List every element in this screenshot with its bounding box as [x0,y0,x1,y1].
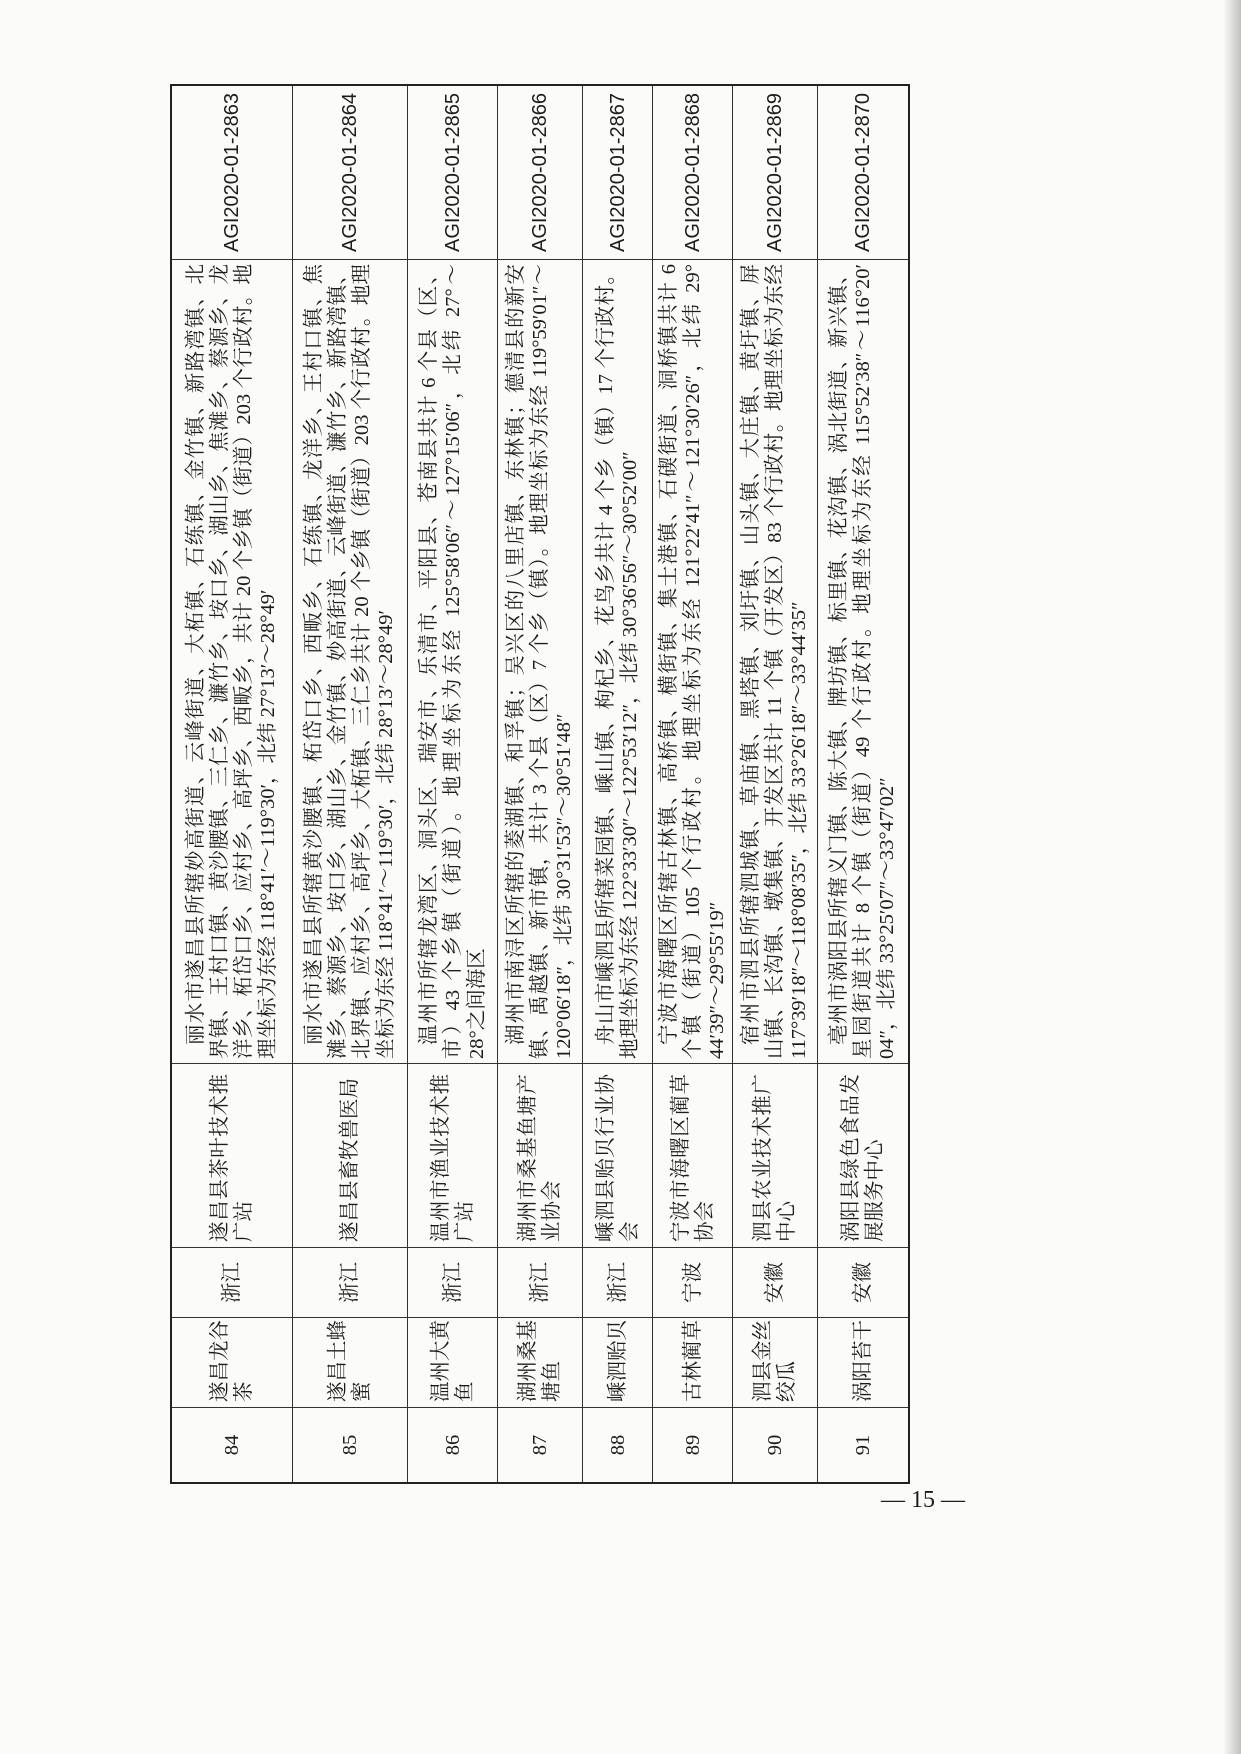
product-name [408,1318,497,1408]
table-row [292,86,407,1482]
registration-table [170,84,910,1484]
applicant-name [653,1064,732,1248]
certificate-number-text: AGI2020-01-2867 [606,93,629,253]
protection-area-line: 地理坐标为东经 122°33′30″～122°53′12″，北纬 30°36′56″～30°52′00″ [618,451,641,1059]
row-number-text: 87 [529,1434,551,1456]
certificate-number-text: AGI2020-01-2865 [441,93,464,253]
region-text: 浙江 [529,1262,551,1303]
applicant-name [172,1064,292,1248]
region-text: 安徽 [852,1262,874,1303]
protection-area-line: 北界镇、应村乡、高坪乡、大柘镇、三仁乡共计 20 个乡镇（街道）203 个行政村。地理 [351,264,373,1059]
certificate-number [733,86,817,260]
protection-area-text [827,264,899,1059]
region [733,1248,817,1318]
row-number [498,1408,582,1482]
certificate-number [408,86,497,260]
applicant-name [498,1064,582,1248]
protection-area [293,260,407,1064]
certificate-number-text: AGI2020-01-2869 [764,93,786,253]
applicant-name-text: 涡阳县绿色食品发展服务中心 [840,1074,886,1242]
row-number-text: 85 [339,1434,361,1456]
certificate-number [818,86,908,260]
row-number [818,1408,908,1482]
protection-area-text [302,264,398,1059]
region [293,1248,407,1318]
row-number-text: 91 [852,1434,874,1456]
protection-area-line: 坐标为东经 118°41′～119°30′，北纬 28°13′～28°49′ [375,610,397,1059]
product-name [818,1318,908,1408]
protection-area [498,260,582,1064]
protection-area-line: 丽水市遂昌县所辖黄沙腰镇、柘岱口乡、西畈乡、石练镇、龙洋乡、王村口镇、焦 [303,264,325,1045]
table-row [652,86,732,1482]
applicant-name [408,1064,497,1248]
region-text: 安徽 [764,1262,786,1303]
product-name-text: 泗县金丝绞瓜 [752,1320,798,1402]
row-number [653,1408,732,1482]
row-number-text: 84 [221,1434,243,1456]
row-number [172,1408,292,1482]
product-name [653,1318,732,1408]
certificate-number [653,86,732,260]
region [172,1248,292,1318]
row-number-text: 86 [441,1434,464,1456]
protection-area-line: 丽水市遂昌县所辖妙高街道、云峰街道、大柘镇、石练镇、金竹镇、新路湾镇、北 [185,264,207,1045]
product-name [498,1318,582,1408]
product-name-text: 湖州桑基塘鱼 [517,1320,563,1402]
protection-area-line: 04″，北纬 33°25′07″～33°47′02″ [876,777,898,1059]
protection-area-line: 市）43 个乡镇（街道）。地理坐标为东经 125°58′06″～127°15′06″，北纬 27°～ [441,264,464,1059]
product-name [172,1318,292,1408]
protection-area [818,260,908,1064]
table-row [407,86,497,1482]
region-text: 浙江 [606,1262,629,1303]
region-text: 浙江 [221,1262,243,1303]
region-text: 浙江 [441,1262,464,1303]
certificate-number [293,86,407,260]
product-name [583,1318,652,1408]
protection-area-line: 个镇（街道）105 个行政村。地理坐标为东经 121°22′41″～121°30′26″，北纬 29° [681,264,704,1059]
page-number: — 15 — [881,1487,965,1513]
protection-area-line: 星园街道共计 8 个镇（街道）49 个行政村。地理坐标为东经 115°52′38″～116°20′ [852,264,874,1059]
protection-area-line: 界镇、王村口镇、黄沙腰镇、三仁乡、濂竹乡、垵口乡、湖山乡、焦滩乡、蔡源乡、龙 [209,264,231,1059]
region [653,1248,732,1318]
protection-area-line: 28°之间海区 [465,948,488,1059]
applicant-name-text: 湖州市桑基鱼塘产业协会 [517,1074,563,1242]
region-text: 浙江 [339,1262,361,1303]
protection-area-line: 120°06′18″，北纬 30°31′53″～30°51′48″ [553,713,575,1059]
protection-area-line: 舟山市嵊泗县所辖菜园镇、嵊山镇、枸杞乡、花鸟乡共计 4 个乡（镇）17 个行政村。 [594,264,617,1045]
applicant-name-text: 宁波市海曙区蔺草协会 [669,1074,716,1242]
protection-area-line: 温州市所辖龙湾区、洞头区、瑞安市、乐清市、平阳县、苍南县共计 6 个县（区、 [417,264,440,1045]
region [498,1248,582,1318]
protection-area-line: 理坐标为东经 118°41′～119°30′，北纬 27°13′～28°49′ [257,589,279,1059]
applicant-name [583,1064,652,1248]
applicant-name-text: 温州市渔业技术推广站 [429,1074,476,1242]
applicant-name [293,1064,407,1248]
protection-area-text [739,264,811,1059]
applicant-name-text: 遂昌县茶叶技术推广站 [209,1074,255,1242]
protection-area-line: 117°39′18″～118°08′35″，北纬 33°26′18″～33°44′35″ [788,601,810,1059]
protection-area-text [594,264,642,1059]
protection-area [172,260,292,1064]
region-text: 宁波 [681,1262,704,1303]
table-row [497,86,582,1482]
row-number-text: 90 [764,1434,786,1456]
certificate-number-text: AGI2020-01-2868 [681,93,704,253]
table-row [172,86,292,1482]
product-name-text: 嵊泗贻贝 [606,1320,629,1402]
region [583,1248,652,1318]
table-row [582,86,652,1482]
applicant-name-text: 泗县农业技术推广中心 [752,1074,798,1242]
applicant-name [733,1064,817,1248]
product-name [733,1318,817,1408]
protection-area-line: 洋乡、柘岱口乡、应村乡、高坪乡、西畈乡，共计 20 个乡镇（街道）203 个行政村。地 [233,264,255,1059]
protection-area-line: 滩乡、蔡源乡、垵口乡、湖山乡、金竹镇、妙高街道、云峰街道、濂竹乡、新路湾镇、 [327,264,349,1059]
table-row [732,86,817,1482]
protection-area [408,260,497,1064]
row-number-text: 88 [606,1434,629,1456]
protection-area-line: 山镇、长沟镇、墩集镇、开发区共计 11 个镇（开发区）83 个行政村。地理坐标为东经 [764,264,786,1059]
region [818,1248,908,1318]
certificate-number-text: AGI2020-01-2863 [221,93,243,253]
product-name-text: 温州大黄鱼 [429,1320,476,1402]
applicant-name [818,1064,908,1248]
product-name-text: 遂昌土蜂蜜 [327,1320,373,1402]
protection-area [653,260,732,1064]
certificate-number-text: AGI2020-01-2864 [339,93,361,253]
row-number [733,1408,817,1482]
row-number [583,1408,652,1482]
region [408,1248,497,1318]
applicant-name-text: 遂昌县畜牧兽医局 [339,1078,361,1242]
protection-area-line: 湖州市南浔区所辖的菱湖镇、和孚镇；吴兴区的八里店镇、东林镇；德清县的新安 [505,264,527,1045]
scan-edge-shadow [1223,0,1241,1754]
protection-area-text [184,264,280,1059]
certificate-number-text: AGI2020-01-2866 [529,93,551,253]
certificate-number [583,86,652,260]
certificate-number [498,86,582,260]
product-name [293,1318,407,1408]
protection-area-text [504,264,576,1059]
protection-area-text [657,264,729,1059]
certificate-number-text: AGI2020-01-2870 [852,93,874,253]
protection-area [733,260,817,1064]
row-number [293,1408,407,1482]
product-name-text: 古林蔺草 [681,1320,704,1402]
protection-area-line: 宿州市泗县所辖泗城镇、草庙镇、黑塔镇、刘圩镇、山头镇、大庄镇、黄圩镇、屏 [740,264,762,1045]
protection-area-line: 镇、禹越镇、新市镇，共计 3 个县（区）7 个乡（镇）。地理坐标为东经 119°59′01″～ [529,264,551,1059]
product-name-text: 遂昌龙谷茶 [209,1320,255,1402]
protection-area-line: 44′39″～29°55′19″ [705,901,728,1059]
product-name-text: 涡阳苔干 [852,1320,874,1402]
protection-area-text [417,264,489,1059]
protection-area-line: 亳州市涡阳县所辖义门镇、陈大镇、牌坊镇、标里镇、花沟镇、涡北街道、新兴镇、 [828,264,850,1045]
applicant-name-text: 嵊泗县贻贝行业协会 [594,1074,641,1242]
protection-area-line: 宁波市海曙区所辖古林镇、高桥镇、横街镇、集士港镇、石碶街道、洞桥镇共计 6 [657,264,680,1045]
table-row [817,86,908,1482]
certificate-number [172,86,292,260]
row-number-text: 89 [681,1434,704,1456]
row-number [408,1408,497,1482]
protection-area [583,260,652,1064]
